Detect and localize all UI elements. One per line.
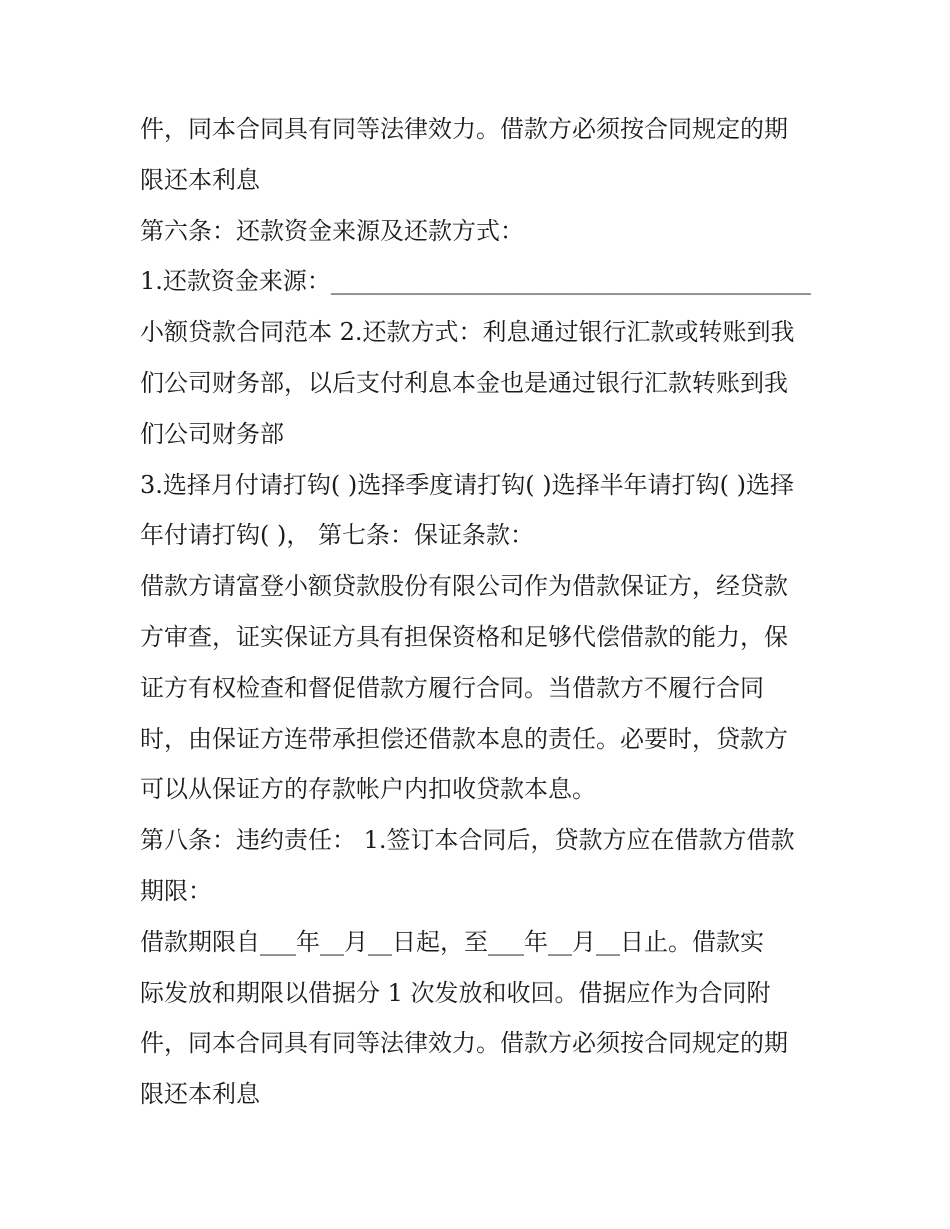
text-line-repayment-source: 1.还款资金来源：________________________________________ (140, 267, 811, 296)
text-line-14: 可以从保证方的存款帐户内扣收贷款本息。 (140, 775, 596, 804)
document-body (140, 104, 820, 1120)
text-line-13: 时，由保证方连带承担偿还借款本息的责任。必要时，贷款方 (140, 724, 788, 753)
text-line-2: 限还本利息 (140, 165, 260, 194)
text-line-5: 小额贷款合同范本 2.还款方式：利息通过银行汇款或转账到我 (140, 318, 795, 347)
section-heading-article-8: 第八条：违约责任： 1.签订本合同后，贷款方应在借款方借款 (140, 826, 795, 855)
text-line-19: 件，同本合同具有同等法律效力。借款方必须按合同规定的期 (140, 1029, 788, 1058)
text-line-6: 们公司财务部，以后支付利息本金也是通过银行汇款转账到我 (140, 368, 788, 397)
text-line-payment-choice: 3.选择月付请打钩( )选择季度请打钩( )选择半年请打钩( )选择 (140, 470, 794, 499)
text-line-10: 借款方请富登小额贷款股份有限公司作为借款保证方，经贷款 (140, 572, 788, 601)
text-line-11: 方审查，证实保证方具有担保资格和足够代偿借款的能力，保 (140, 622, 788, 651)
text-line-12: 证方有权检查和督促借款方履行合同。当借款方不履行合同 (140, 673, 764, 702)
text-line-loan-term: 借款期限自___年__月__日起，至___年__月__日止。借款实 (140, 927, 764, 956)
section-heading-article-6: 第六条：还款资金来源及还款方式： (140, 216, 524, 245)
text-line-16: 期限： (140, 876, 212, 905)
text-line-20: 限还本利息 (140, 1080, 260, 1109)
text-line-18: 际发放和期限以借据分 1 次发放和收回。借据应作为合同附 (140, 978, 771, 1007)
text-line-7: 们公司财务部 (140, 419, 284, 448)
text-line-9: 年付请打钩( )， 第七条：保证条款： (140, 521, 534, 550)
text-line-1: 件，同本合同具有同等法律效力。借款方必须按合同规定的期 (140, 115, 788, 143)
